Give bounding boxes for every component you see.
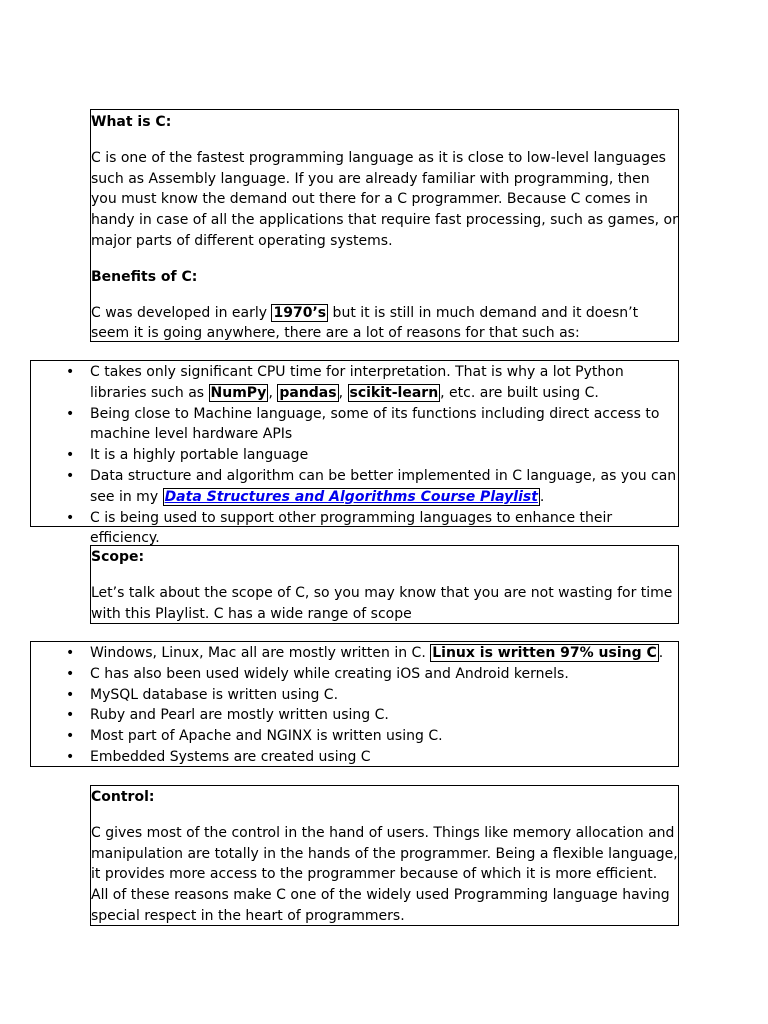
what-is-c-heading: What is C:	[91, 114, 172, 130]
pandas-highlight: pandas	[279, 384, 337, 401]
benefits-text-before: C was developed in early	[91, 304, 272, 321]
list-item: • It is a highly portable language	[90, 445, 678, 466]
list-item: • C takes only significant CPU time for interpretation. That is why a lot Python libraries such as NumPy , pandas , scikit-learn , etc. are built using C.	[90, 362, 678, 404]
playlist-link-box[interactable]	[163, 488, 540, 506]
control-section	[90, 785, 679, 926]
what-is-c-section	[90, 109, 679, 342]
list-item: • Embedded Systems are created using C	[90, 747, 678, 768]
numpy-highlight: NumPy	[210, 384, 267, 401]
scope-list	[30, 641, 679, 767]
list-item: • Being close to Machine language, some of its functions including direct access to machine level hardware APIs	[90, 404, 678, 446]
benefits-paragraph	[91, 303, 678, 345]
scope-heading: Scope:	[91, 549, 145, 565]
scope-paragraph: Let’s talk about the scope of C, so you may know that you are not wasting for time with this Playlist. C has a wide range of scope	[91, 584, 673, 622]
benefits-list	[30, 360, 679, 547]
control-heading: Control:	[91, 789, 155, 805]
linux-highlight: Linux is written 97% using C	[432, 645, 657, 661]
scope-section	[90, 545, 679, 624]
control-paragraph: C gives most of the control in the hand of users. Things like memory allocation and manipulation are totally in the hands of the programmer. Being a flexible language, it provides more access to the programmer because of which it is more efficient.	[91, 824, 678, 883]
dsa-playlist-link[interactable]: Data Structures and Algorithms Course Playlist	[164, 488, 538, 505]
list-item: • Data structure and algorithm can be better implemented in C language, as you can see in my Data Structures and Algorithms Course Playlist .	[90, 466, 678, 508]
benefits-heading: Benefits of C:	[91, 268, 198, 285]
list-item: • Most part of Apache and NGINX is written using C.	[90, 726, 678, 747]
list-item: • Ruby and Pearl are mostly written using C.	[90, 705, 678, 726]
list-item: • C is being used to support other programming languages to enhance their efficiency.	[90, 508, 678, 550]
list-item: • Windows, Linux, Mac all are mostly written in C. Linux is written 97% using C .	[90, 643, 678, 664]
list-item: • MySQL database is written using C.	[90, 685, 678, 706]
list-item: • C has also been used widely while creating iOS and Android kernels.	[90, 664, 678, 685]
benefits-text-after: but it is still in much demand and it doesn’t seem it is going anywhere, there are a lot of reasons for that such as:	[91, 304, 639, 342]
scikit-learn-highlight: scikit-learn	[349, 384, 439, 401]
control-conclusion: All of these reasons make C one of the widely used Programming language having special respect in the heart of programmers.	[91, 887, 670, 924]
what-is-c-paragraph: C is one of the fastest programming language as it is close to low-level languages such as Assembly language. If you are already familiar with programming, then you must know the demand out there for a C programmer. Because C comes in handy in case of all the applications that require fast processing, such as games, or major parts of different operating systems.	[91, 149, 678, 249]
year-highlight: 1970’s	[273, 304, 327, 321]
